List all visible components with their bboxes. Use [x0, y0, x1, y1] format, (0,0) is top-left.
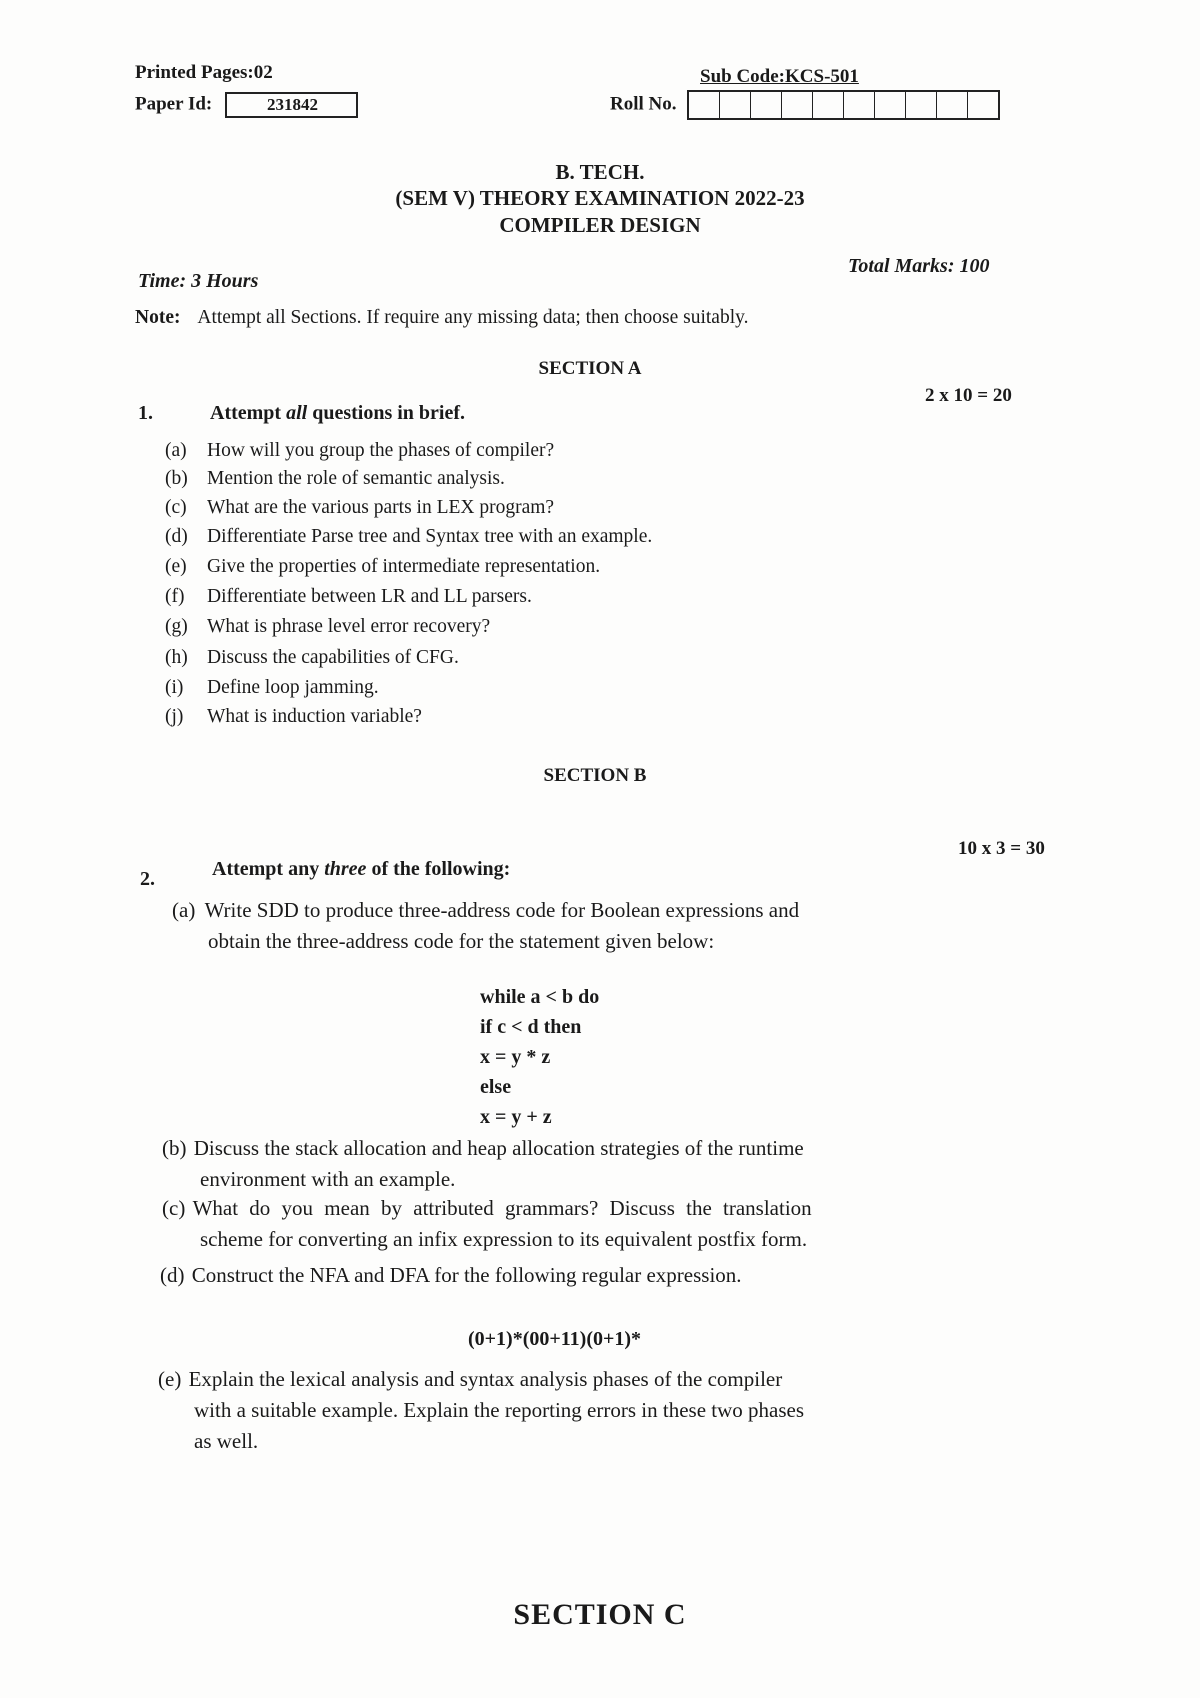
list-item: (h) Discuss the capabilities of CFG. [165, 647, 459, 668]
paper-id [135, 92, 358, 118]
code-line: x = y * z [480, 1046, 551, 1068]
list-item: (a) How will you group the phases of compiler? [165, 440, 555, 461]
sub-code: Sub Code:KCS-501 [700, 66, 859, 87]
code-line: else [480, 1076, 512, 1098]
degree-title: B. TECH. [555, 160, 645, 184]
code-line: x = y + z [480, 1106, 552, 1128]
q1-instruction: Attempt all questions in brief. [210, 402, 466, 424]
list-item: (g) What is phrase level error recovery? [165, 616, 491, 637]
list-item: (e) Give the properties of intermediate representation. [165, 556, 601, 577]
list-item: (b) Mention the role of semantic analysis. [165, 468, 505, 489]
section-a-heading: SECTION A [538, 358, 642, 379]
total-marks: Total Marks: 100 [848, 255, 990, 277]
code-line: if c < d then [480, 1016, 582, 1038]
roll-no-label: Roll No. [610, 93, 677, 115]
q2d: (d) Construct the NFA and DFA for the following regular expression. [160, 1263, 742, 1287]
q1-number: 1. [138, 402, 153, 424]
paper-id-label: Paper Id: [135, 93, 213, 115]
q2c: (c) What do you mean by attributed grammars? Discuss the translation scheme for converting an infix expression to its equivalent postfix form. [162, 1196, 812, 1251]
note-label: Note: [135, 307, 181, 328]
q2a-line2: obtain the three-address code for the statement given below: [208, 929, 715, 953]
roll-no-boxes[interactable] [687, 90, 1000, 120]
code-line: while a < b do [480, 986, 600, 1008]
q2a [172, 895, 799, 957]
list-item: (c) What are the various parts in LEX program? [165, 497, 555, 518]
list-item: (i) Define loop jamming. [165, 677, 379, 698]
code-block [480, 982, 599, 1132]
q2a-line1: Write SDD to produce three-address code for Boolean expressions and [204, 898, 800, 922]
q2-number: 2. [140, 868, 155, 890]
section-b-marks: 10 x 3 = 30 [958, 838, 1045, 859]
roll-no [610, 90, 1000, 120]
note-text: Attempt all Sections. If require any missing data; then choose suitably. [197, 307, 749, 328]
section-c-heading: SECTION C [513, 1598, 687, 1631]
list-item: (j) What is induction variable? [165, 706, 422, 727]
note [135, 307, 748, 329]
q2e: (e) Explain the lexical analysis and syntax analysis phases of the compiler with a suitable example. Explain the reporting errors in these two phases as well. [158, 1367, 804, 1453]
exam-title: (SEM V) THEORY EXAMINATION 2022-23 [395, 186, 805, 210]
q2b: (b) Discuss the stack allocation and heap allocation strategies of the runtime environment with an example. [162, 1136, 804, 1191]
section-b-heading: SECTION B [543, 765, 647, 786]
paper-id-value: 231842 [225, 92, 358, 118]
regex: (0+1)*(00+11)(0+1)* [468, 1328, 642, 1350]
exam-time: Time: 3 Hours [138, 270, 259, 292]
list-item: (f) Differentiate between LR and LL parsers. [165, 586, 532, 607]
q2-instruction: Attempt any three of the following: [212, 858, 511, 880]
q2a-label: (a) [172, 898, 196, 922]
subject-title: COMPILER DESIGN [499, 213, 701, 237]
list-item: (d) Differentiate Parse tree and Syntax tree with an example. [165, 526, 653, 547]
section-a-marks: 2 x 10 = 20 [925, 385, 1012, 406]
printed-pages: Printed Pages:02 [135, 62, 273, 83]
